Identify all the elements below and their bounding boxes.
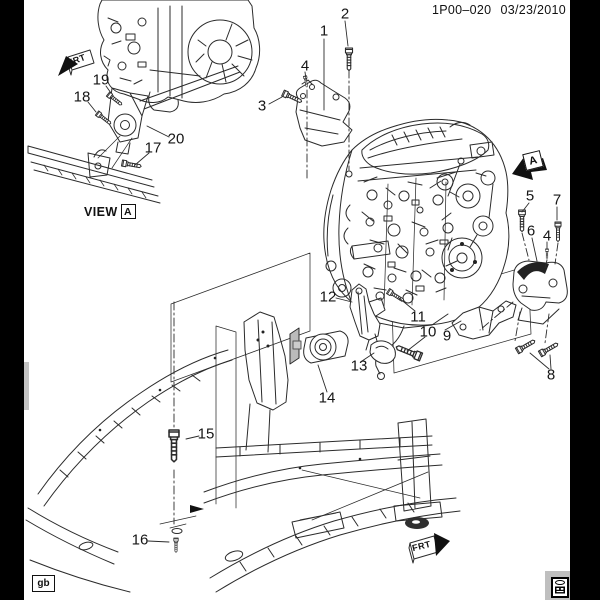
frt-label-upper-left: FRT xyxy=(65,52,88,68)
callout-13: 13 xyxy=(350,357,368,375)
callout-8: 8 xyxy=(546,366,556,384)
callout-19: 19 xyxy=(92,71,110,89)
document-number: 1P00–020 xyxy=(432,3,492,17)
callout-12: 12 xyxy=(319,288,337,306)
frt-label-lower-right: FRT xyxy=(411,538,432,554)
detail-arrow-letter-box: A xyxy=(522,150,544,171)
callout-17: 17 xyxy=(144,139,162,157)
view-letter-box: A xyxy=(121,204,136,219)
frame-pointer-arrow xyxy=(190,505,204,513)
callout-2: 2 xyxy=(340,5,350,23)
document-icon xyxy=(551,577,569,598)
callout-16: 16 xyxy=(131,531,149,549)
engine-assembly xyxy=(324,119,509,379)
callout-4: 4 xyxy=(542,227,552,245)
callout-7: 7 xyxy=(552,191,562,209)
document-date: 03/23/2010 xyxy=(500,3,566,17)
callout-9: 9 xyxy=(442,327,452,345)
callout-4: 4 xyxy=(300,57,310,75)
document-title xyxy=(432,3,566,17)
callout-1: 1 xyxy=(319,22,329,40)
callout-3: 3 xyxy=(257,97,267,115)
callout-11: 11 xyxy=(410,308,426,326)
left-edge-notch xyxy=(24,362,29,410)
view-caption-text: VIEW xyxy=(84,204,118,219)
callout-14: 14 xyxy=(318,389,336,407)
callout-10: 10 xyxy=(419,323,437,341)
callout-15: 15 xyxy=(197,425,215,443)
callout-20: 20 xyxy=(167,130,185,148)
inset-view-assembly xyxy=(28,0,260,203)
callout-18: 18 xyxy=(73,88,91,106)
right-black-bar xyxy=(570,0,600,600)
view-a-caption xyxy=(84,204,136,219)
callout-5: 5 xyxy=(525,187,535,205)
callout-6: 6 xyxy=(526,222,536,240)
plate-mark: gb xyxy=(32,575,55,592)
left-black-bar xyxy=(0,0,24,600)
document-icon-glyph xyxy=(553,579,567,596)
